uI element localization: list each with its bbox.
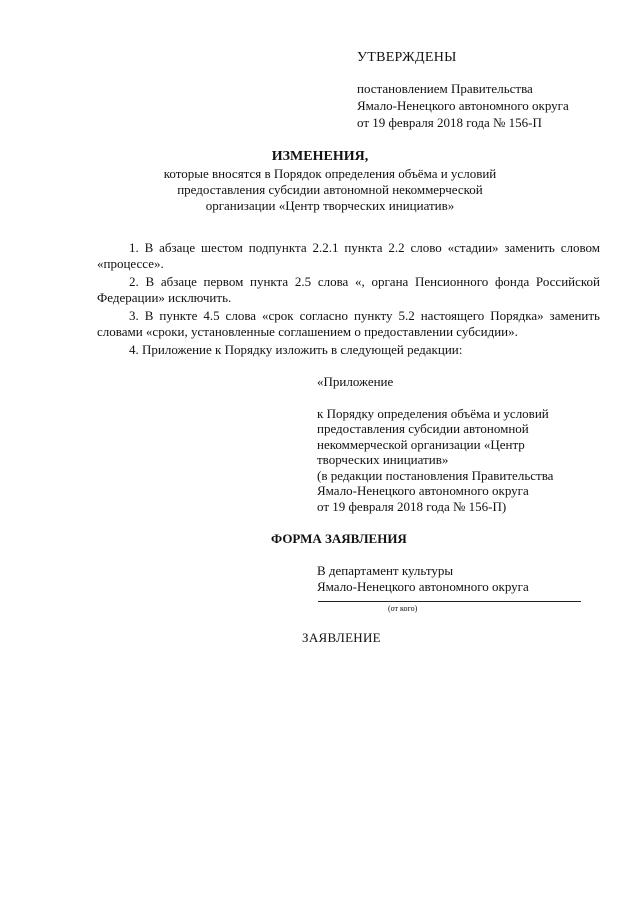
approved-title: УТВЕРЖДЕНЫ: [357, 50, 457, 65]
subtitle-line: предоставления субсидии автономной некоммерческой: [177, 182, 483, 197]
statement-heading: ЗАЯВЛЕНИЕ: [302, 630, 381, 645]
appendix-line: от 19 февраля 2018 года № 156-П): [317, 498, 507, 514]
addressee-line: В департамент культуры: [317, 563, 454, 578]
appendix-line: к Порядку определения объёма и условий: [317, 405, 549, 421]
appendix-block: [317, 374, 607, 514]
changes-list: [97, 240, 600, 360]
change-item-2: 2. В абзаце первом пункта 2.5 слова «, органа Пенсионного фонда Российской Федерации» исключить.: [97, 274, 600, 305]
appendix-line: Ямало-Ненецкого автономного округа: [317, 483, 529, 498]
subtitle-line: организации «Центр творческих инициатив»: [205, 198, 455, 213]
addressee-line: Ямало-Ненецкого автономного округа: [317, 579, 529, 594]
approved-line: Ямало-Ненецкого автономного округа: [357, 98, 569, 113]
document-subtitle: [140, 166, 520, 214]
form-title: ФОРМА ЗАЯВЛЕНИЯ: [271, 531, 407, 546]
appendix-line: некоммерческой организации «Центр: [317, 436, 525, 452]
appendix-line: предоставления субсидии автономной: [317, 421, 529, 436]
change-item-4: 4. Приложение к Порядку изложить в следующей редакции:: [129, 342, 463, 357]
subtitle-line: которые вносятся в Порядок определения объёма и условий: [163, 166, 497, 181]
document-title: ИЗМЕНЕНИЯ,: [271, 149, 369, 164]
from-whom-line: [318, 601, 581, 602]
addressee-block: [317, 563, 529, 595]
appendix-head: «Приложение: [317, 374, 394, 389]
from-whom-label: (от кого): [388, 604, 418, 613]
appendix-line: творческих инициатив»: [317, 452, 449, 467]
approved-line: от 19 февраля 2018 года № 156-П: [357, 115, 542, 130]
approved-by-block: [357, 80, 569, 131]
change-item-3: 3. В пункте 4.5 слова «срок согласно пункту 5.2 настоящего Порядка» заменить словами «сроки, установленные соглашением о предоставлении субсидии».: [97, 308, 600, 339]
change-item-1: 1. В абзаце шестом подпункта 2.2.1 пункта 2.2 слово «стадии» заменить словом «процессе».: [97, 240, 600, 271]
appendix-line: (в редакции постановления Правительства: [317, 467, 554, 483]
approved-line: постановлением Правительства: [357, 81, 533, 96]
